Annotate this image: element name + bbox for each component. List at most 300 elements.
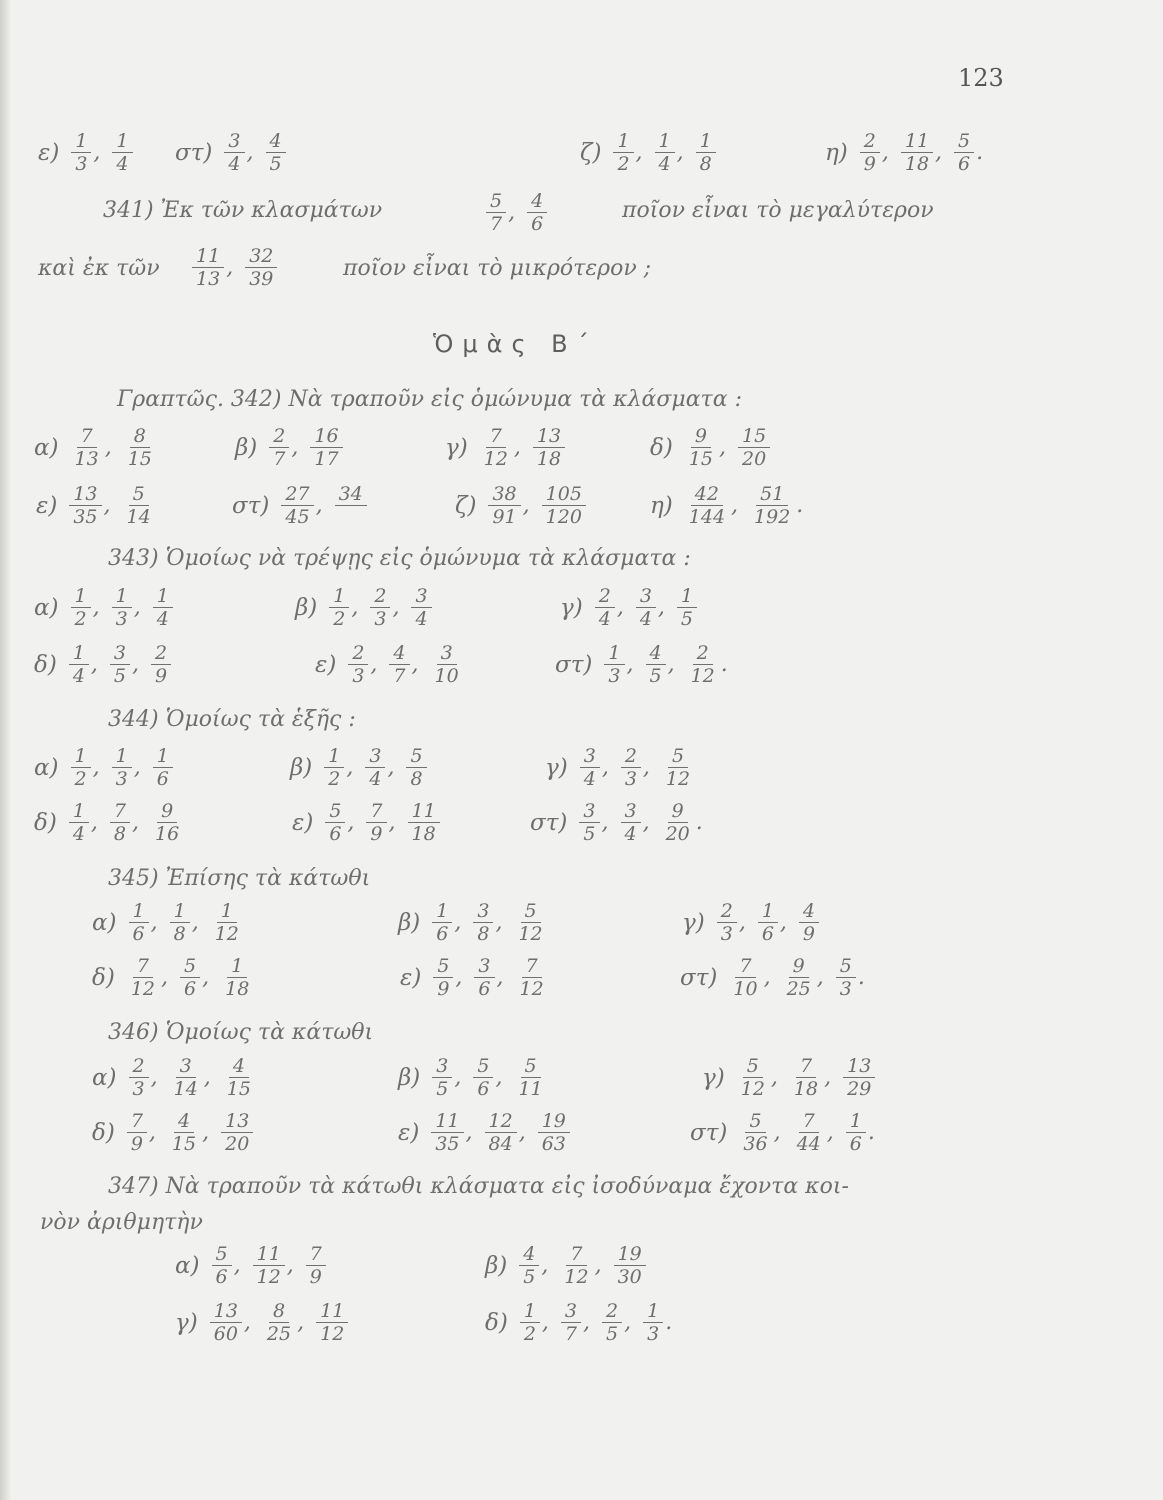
fraction	[514, 900, 546, 945]
numerator: 4	[527, 190, 547, 213]
numerator: 1	[69, 800, 89, 823]
fraction	[71, 745, 91, 790]
fraction	[783, 955, 815, 1000]
denominator: 4	[72, 665, 85, 687]
numerator: 5	[473, 1055, 493, 1078]
denominator: 2	[523, 1323, 536, 1345]
exercise-part	[580, 130, 716, 175]
fraction	[406, 745, 426, 790]
fraction	[316, 1300, 348, 1345]
denominator: 18	[536, 448, 562, 470]
numerator: 2	[348, 642, 368, 665]
numerator: 1	[643, 1300, 663, 1323]
fraction	[473, 1055, 493, 1100]
separator: ,	[522, 493, 530, 518]
separator: ,	[763, 965, 771, 990]
denominator: 12	[519, 978, 544, 1000]
denominator: 8	[699, 153, 712, 175]
numerator: 1	[432, 900, 452, 923]
separator: ,	[541, 1253, 549, 1278]
fraction	[245, 245, 277, 290]
numerator: 32	[245, 245, 277, 268]
page-number: 123	[958, 64, 1004, 92]
denominator: 7	[490, 213, 503, 235]
fraction	[348, 642, 368, 687]
part-label: γ)	[702, 1064, 725, 1091]
fraction	[613, 130, 633, 175]
fraction	[110, 800, 130, 845]
denominator: 18	[225, 978, 250, 1000]
separator: ,	[297, 1310, 305, 1335]
fraction	[110, 642, 130, 687]
exercise-343-text: 343) Ὁμοίως νὰ τρέψῃς εἰς ὁμώνυμα τὰ κλάσματα :	[108, 546, 691, 571]
numerator: 9	[157, 800, 177, 823]
fraction	[324, 745, 344, 790]
numerator: 4	[389, 642, 409, 665]
separator: ,	[388, 810, 396, 835]
denominator: 6	[132, 923, 145, 945]
fraction	[595, 585, 615, 630]
fraction	[538, 1110, 570, 1155]
separator: ,	[642, 810, 650, 835]
fraction	[614, 1243, 646, 1288]
exercise-part	[235, 425, 343, 470]
denominator: 25	[786, 978, 811, 1000]
separator: ,	[454, 1065, 462, 1090]
denominator: 4	[624, 823, 637, 845]
part-label: ζ)	[455, 492, 477, 519]
denominator: 14	[126, 506, 151, 528]
separator: ,	[90, 810, 98, 835]
part-label: ε)	[315, 651, 337, 678]
numerator: 13	[533, 425, 565, 448]
numerator: 3	[365, 745, 385, 768]
fraction	[488, 483, 520, 528]
separator: ,	[347, 810, 355, 835]
fraction	[485, 1110, 517, 1155]
numerator: 5	[745, 1110, 765, 1133]
numerator: 42	[691, 483, 723, 506]
fraction	[954, 130, 974, 175]
numerator: 9	[691, 425, 711, 448]
separator: ,	[346, 755, 354, 780]
separator: ,	[246, 140, 254, 165]
denominator: 15	[226, 1078, 251, 1100]
part-label: ε)	[398, 1119, 420, 1146]
fraction	[579, 800, 599, 845]
exercise-part	[92, 900, 243, 945]
part-label: β)	[290, 754, 313, 781]
exercise-part	[175, 1243, 326, 1288]
separator: ,	[104, 435, 112, 460]
denominator: 2	[333, 608, 346, 630]
separator: ,	[133, 755, 141, 780]
separator: ,	[676, 140, 684, 165]
exercise-part	[455, 483, 586, 528]
denominator: 9	[370, 823, 383, 845]
denominator: 18	[411, 823, 436, 845]
numerator: 5	[668, 745, 688, 768]
separator: ,	[243, 1310, 251, 1335]
numerator: 27	[281, 483, 313, 506]
separator: ,	[291, 435, 299, 460]
separator: ,	[150, 910, 158, 935]
fraction	[750, 483, 794, 528]
fraction	[365, 745, 385, 790]
numerator: 3	[110, 642, 130, 665]
denominator: 4	[116, 153, 129, 175]
separator: .	[796, 493, 804, 518]
denominator: 12	[518, 923, 543, 945]
fraction	[432, 900, 452, 945]
denominator: 9	[437, 978, 450, 1000]
separator: ,	[624, 1310, 632, 1335]
numerator: 11	[901, 130, 933, 153]
numerator: 3	[579, 800, 599, 823]
denominator: 4	[658, 153, 671, 175]
exercise-part	[34, 425, 156, 470]
numerator: 7	[796, 1055, 816, 1078]
exercise-341-text-a: 341) Ἐκ τῶν κλασμάτων	[103, 198, 383, 223]
denominator: 12	[483, 448, 508, 470]
fraction	[408, 800, 440, 845]
separator: ,	[286, 1253, 294, 1278]
separator: ,	[191, 910, 199, 935]
separator: ,	[93, 140, 101, 165]
denominator: 120	[545, 506, 582, 528]
separator: ,	[601, 755, 609, 780]
part-label: ε)	[400, 964, 422, 991]
numerator: 8	[130, 425, 150, 448]
denominator: 9	[802, 923, 816, 945]
fraction	[696, 130, 716, 175]
numerator: 3	[411, 585, 431, 608]
denominator: 6	[184, 978, 197, 1000]
denominator: 16	[155, 823, 180, 845]
fraction	[180, 955, 200, 1000]
numerator: 5	[433, 955, 453, 978]
part-label: β)	[295, 594, 318, 621]
separator: ,	[161, 965, 169, 990]
numerator: 16	[310, 425, 342, 448]
numerator: 1	[217, 900, 237, 923]
denominator: 14	[173, 1078, 198, 1100]
numerator: 11	[316, 1300, 348, 1323]
denominator: 2	[617, 153, 630, 175]
part-label: δ)	[650, 434, 673, 461]
part-label: α)	[34, 434, 59, 461]
exercise-341-text-c: καὶ ἐκ τῶν	[38, 256, 160, 281]
numerator: 5	[954, 130, 974, 153]
numerator: 19	[614, 1243, 646, 1266]
denominator: 2	[74, 608, 87, 630]
denominator: 12	[256, 1266, 281, 1288]
exercise-part	[295, 585, 432, 630]
numerator: 7	[735, 955, 755, 978]
numerator: 34	[335, 483, 367, 506]
exercise-part	[34, 745, 173, 790]
denominator: 18	[793, 1078, 819, 1100]
numerator: 3	[432, 1055, 452, 1078]
fraction	[210, 1300, 242, 1345]
fraction	[717, 900, 737, 945]
denominator: 6	[436, 923, 449, 945]
denominator: 30	[617, 1266, 642, 1288]
separator: .	[857, 965, 865, 990]
separator: ,	[132, 810, 140, 835]
separator: ,	[816, 965, 824, 990]
part-label: β)	[235, 434, 258, 461]
fraction	[685, 483, 729, 528]
separator: ,	[233, 1253, 241, 1278]
fraction	[69, 642, 89, 687]
numerator: 3	[636, 585, 656, 608]
denominator: 20	[665, 823, 690, 845]
page-binding-edge	[0, 0, 10, 1500]
denominator: 3	[374, 608, 387, 630]
exercise-part	[92, 955, 253, 1000]
exercise-part	[290, 745, 427, 790]
fraction	[758, 900, 778, 945]
numerator: 2	[370, 585, 390, 608]
exercise-341-fracs-b	[192, 245, 277, 295]
part-label: στ)	[530, 809, 568, 836]
fraction	[389, 642, 409, 687]
exercise-342-text: Γραπτῶς. 342) Νὰ τραποῦν εἰς ὁμώνυμα τὰ κλάσματα :	[117, 387, 742, 412]
fraction	[662, 800, 694, 845]
denominator: 3	[624, 768, 637, 790]
numerator: 2	[717, 900, 737, 923]
numerator: 5	[180, 955, 200, 978]
numerator: 7	[366, 800, 386, 823]
separator: ,	[132, 652, 140, 677]
numerator: 38	[488, 483, 520, 506]
separator: ,	[824, 1065, 832, 1090]
fraction	[224, 130, 244, 175]
separator: ,	[738, 910, 746, 935]
separator: .	[976, 140, 984, 165]
exercise-part	[92, 1110, 253, 1155]
separator: .	[665, 1310, 673, 1335]
denominator: 6	[478, 978, 491, 1000]
separator: .	[720, 652, 728, 677]
part-label: γ)	[545, 754, 568, 781]
numerator: 2	[621, 745, 641, 768]
numerator: 3	[474, 955, 494, 978]
separator: ,	[518, 1120, 526, 1145]
denominator: 7	[273, 448, 286, 470]
denominator: 13	[196, 268, 221, 290]
denominator: 29	[847, 1078, 872, 1100]
fraction	[335, 483, 367, 528]
part-label: στ)	[555, 651, 593, 678]
part-label: γ)	[175, 1309, 198, 1336]
separator: ,	[773, 1120, 781, 1145]
denominator: 3	[608, 665, 621, 687]
separator: ,	[455, 965, 463, 990]
exercise-part	[175, 130, 286, 175]
fraction	[636, 585, 656, 630]
numerator: 1	[69, 642, 89, 665]
denominator: 192	[754, 506, 791, 528]
numerator: 3	[580, 745, 600, 768]
fraction	[480, 425, 512, 470]
part-label: β)	[398, 909, 421, 936]
separator: ,	[351, 595, 359, 620]
denominator: 2	[328, 768, 341, 790]
fraction	[687, 642, 719, 687]
section-heading: Ὁμὰς Β΄	[433, 330, 598, 358]
denominator: 8	[173, 923, 186, 945]
fraction	[269, 425, 289, 470]
denominator: 4	[598, 608, 611, 630]
fraction	[127, 1110, 147, 1155]
numerator: 1	[153, 585, 173, 608]
exercise-part	[92, 1055, 255, 1100]
separator: ,	[370, 652, 378, 677]
denominator: 15	[127, 448, 152, 470]
numerator: 3	[621, 800, 641, 823]
denominator: 13	[74, 448, 99, 470]
fraction	[836, 955, 856, 1000]
part-label: β)	[398, 1064, 421, 1091]
denominator: 20	[225, 1133, 250, 1155]
denominator: 4	[369, 768, 382, 790]
exercise-part	[34, 585, 173, 630]
exercise-part	[34, 800, 183, 845]
part-label: δ)	[92, 1119, 115, 1146]
denominator: 4	[228, 153, 241, 175]
separator: ,	[719, 435, 727, 460]
denominator: 12	[320, 1323, 345, 1345]
fraction	[646, 642, 666, 687]
fraction	[473, 900, 493, 945]
exercise-341-fracs-a	[486, 190, 547, 240]
separator: ,	[202, 965, 210, 990]
fraction	[527, 190, 547, 235]
part-label: γ)	[560, 594, 583, 621]
fraction	[71, 425, 103, 470]
denominator: 5	[649, 665, 662, 687]
denominator: 8	[477, 923, 490, 945]
separator: ,	[92, 755, 100, 780]
fraction	[486, 190, 506, 235]
separator: ,	[454, 910, 462, 935]
numerator: 2	[602, 1300, 622, 1323]
denominator: 5	[680, 608, 694, 630]
separator: ,	[601, 810, 609, 835]
separator: ,	[103, 493, 111, 518]
fraction	[129, 900, 149, 945]
separator: ,	[642, 755, 650, 780]
denominator: 3	[115, 768, 128, 790]
denominator: 4	[156, 608, 169, 630]
part-label: ε)	[36, 492, 58, 519]
denominator: 25	[266, 1323, 292, 1345]
fraction	[433, 955, 453, 1000]
denominator: 5	[523, 1266, 536, 1288]
denominator: 7	[564, 1323, 578, 1345]
denominator: 8	[410, 768, 423, 790]
fraction	[662, 745, 694, 790]
numerator: 2	[693, 642, 713, 665]
fraction	[621, 800, 641, 845]
denominator: 2	[74, 768, 87, 790]
exercise-part	[545, 745, 694, 790]
denominator: 91	[492, 506, 517, 528]
fraction	[516, 955, 548, 1000]
exercise-part	[530, 800, 715, 845]
separator: ,	[392, 595, 400, 620]
numerator: 1	[604, 642, 624, 665]
denominator: 12	[214, 923, 239, 945]
fraction	[69, 483, 101, 528]
fraction	[112, 585, 132, 630]
fraction	[221, 1110, 253, 1155]
exercise-345-text: 345) Ἐπίσης τὰ κάτωθι	[108, 866, 371, 891]
denominator: 3	[115, 608, 128, 630]
numerator: 7	[306, 1243, 326, 1266]
fraction	[71, 130, 91, 175]
denominator: 5	[113, 665, 127, 687]
separator: ,	[594, 1253, 602, 1278]
fraction	[432, 1055, 452, 1100]
fraction	[846, 1110, 866, 1155]
exercise-part	[175, 1300, 348, 1345]
fraction	[329, 585, 349, 630]
numerator: 5	[836, 955, 856, 978]
part-label: ζ)	[580, 139, 602, 166]
denominator: 12	[130, 978, 156, 1000]
numerator: 3	[176, 1055, 196, 1078]
exercise-part	[400, 955, 548, 1000]
numerator: 15	[738, 425, 770, 448]
numerator: 13	[221, 1110, 253, 1133]
fraction	[799, 900, 819, 945]
separator: ,	[411, 652, 419, 677]
fraction	[69, 800, 89, 845]
exercise-part	[650, 483, 815, 528]
numerator: 105	[542, 483, 586, 506]
part-label: α)	[34, 754, 59, 781]
denominator: 35	[73, 506, 98, 528]
denominator: 35	[435, 1133, 460, 1155]
denominator: 4	[583, 768, 596, 790]
fraction	[860, 130, 880, 175]
fraction	[737, 1055, 769, 1100]
numerator: 4	[646, 642, 666, 665]
numerator: 1	[613, 130, 633, 153]
separator: ,	[92, 595, 100, 620]
numerator: 5	[486, 190, 506, 213]
separator: ,	[226, 255, 234, 280]
exercise-346-text: 346) Ὁμοίως τὰ κάτωθι	[108, 1020, 374, 1045]
numerator: 51	[756, 483, 788, 506]
numerator: 3	[473, 900, 493, 923]
part-label: δ)	[34, 809, 57, 836]
numerator: 8	[269, 1300, 289, 1323]
denominator: 12	[564, 1266, 589, 1288]
numerator: 1	[696, 130, 716, 153]
denominator: 84	[488, 1133, 513, 1155]
denominator: 36	[743, 1133, 768, 1155]
numerator: 11	[408, 800, 440, 823]
exercise-341-text-b: ποῖον εἶναι τὸ μεγαλύτερον	[622, 198, 934, 223]
separator: ,	[583, 1310, 591, 1335]
numerator: 7	[127, 1110, 147, 1133]
fraction	[655, 130, 675, 175]
fraction	[738, 425, 770, 470]
